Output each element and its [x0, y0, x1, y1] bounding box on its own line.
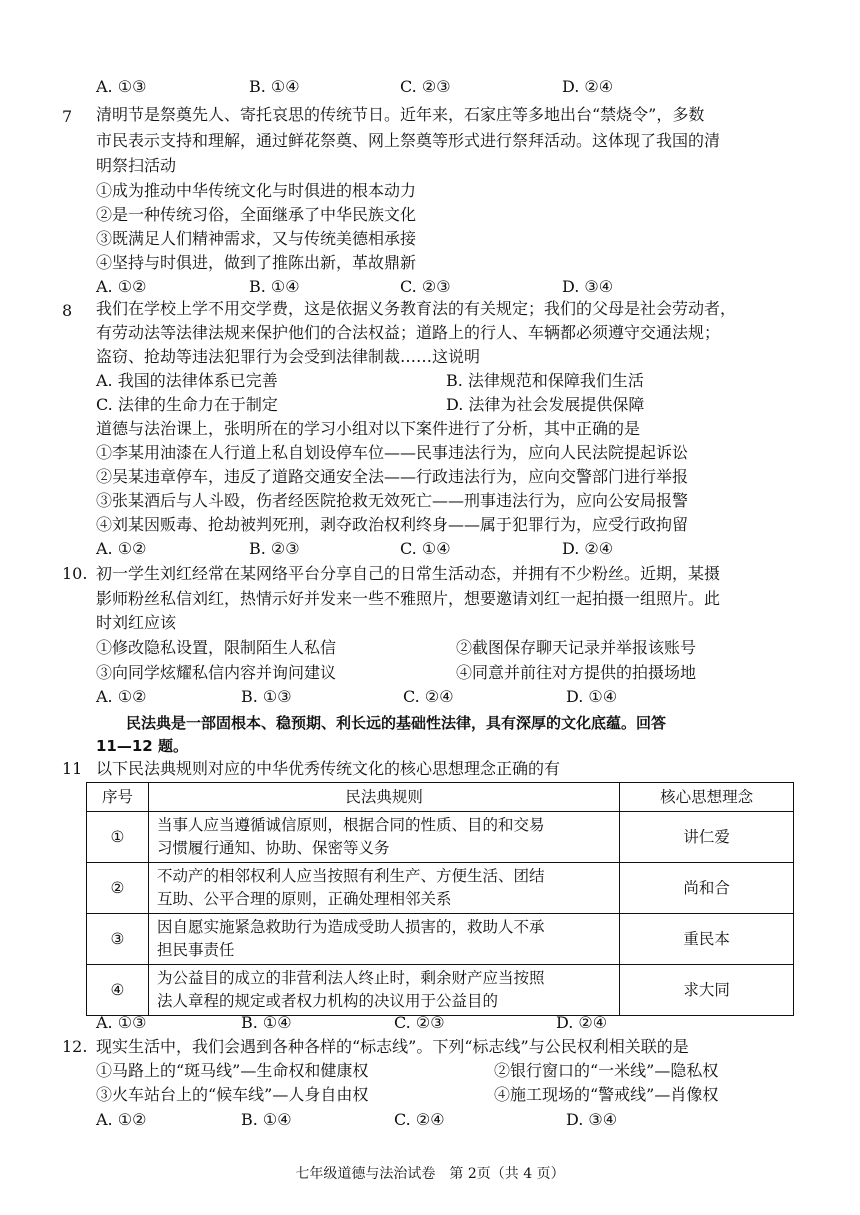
q12-option-d: D. ③④ — [566, 1110, 618, 1129]
rule-cell — [148, 863, 619, 914]
q12-statement: ③火车站台上的“候车线”—人身自由权 — [96, 1085, 369, 1104]
civil-code-table — [86, 782, 794, 1016]
q12-option-c: C. ②④ — [394, 1110, 445, 1129]
q6-option-d: D. ②④ — [562, 77, 614, 96]
q10-statement: ③向同学炫耀私信内容并询问建议 — [96, 663, 337, 682]
q8-stem-line: 有劳动法等法律法规来保护他们的合法权益；道路上的行人、车辆都必须遵守交通法规； — [96, 323, 721, 342]
q11-option-a: A. ①③ — [96, 1013, 147, 1032]
rule-line: 为公益目的成立的非营利法人终止时，剩余财产应当按照 — [156, 969, 545, 987]
q7-stem-line: 明祭扫活动 — [96, 156, 177, 175]
q10-option-b: B. ①③ — [241, 687, 292, 706]
q7-option-a: A. ①② — [96, 277, 147, 296]
page-footer: 七年级道德与法治试卷 第 2页（共 4 页） — [295, 1166, 565, 1182]
rule-line: 不动产的相邻权利人应当按照有利生产、方便生活、团结 — [156, 867, 545, 885]
q6-option-a: A. ①③ — [96, 77, 147, 96]
row-number: ① — [87, 812, 149, 863]
section-intro-line: 11—12 题。 — [96, 737, 188, 755]
q9-option-c: C. ①④ — [400, 539, 451, 558]
q11-option-c: C. ②③ — [394, 1013, 445, 1032]
q8-option-b: B. 法律规范和保障我们生活 — [446, 371, 644, 390]
idea-cell: 重民本 — [620, 914, 794, 965]
rule-line: 法人章程的规定或者权力机构的决议用于公益目的 — [156, 992, 498, 1010]
q12-statement: ②银行窗口的“一米线”—隐私权 — [494, 1061, 719, 1080]
table-row — [87, 914, 794, 965]
q10-statement: ①修改隐私设置，限制陌生人私信 — [96, 638, 337, 657]
q7-option-c: C. ②③ — [400, 277, 451, 296]
q10-option-d: D. ①④ — [566, 687, 618, 706]
q9-statement: ①李某用油漆在人行道上私自划设停车位——民事违法行为，应向人民法院提起诉讼 — [96, 443, 689, 462]
q10-option-c: C. ②④ — [403, 687, 454, 706]
q8-stem-line: 我们在学校上学不用交学费，这是依据义务教育法的有关规定；我们的父母是社会劳动者， — [96, 299, 737, 318]
rule-line: 互助、公平合理的原则，正确处理相邻关系 — [156, 890, 452, 908]
q6-option-c: C. ②③ — [400, 77, 451, 96]
q9-option-b: B. ②③ — [249, 539, 300, 558]
idea-cell: 讲仁爱 — [620, 812, 794, 863]
q8-option-a: A. 我国的法律体系已完善 — [96, 371, 278, 390]
q7-statement: ④坚持与时俱进，做到了推陈出新，革故鼎新 — [96, 253, 417, 272]
q9-statement: ④刘某因贩毒、抢劫被判死刑，剥夺政治权利终身——属于犯罪行为，应受行政拘留 — [96, 515, 689, 534]
q9-statement: ③张某酒后与人斗殴，伤者经医院抢救无效死亡——刑事违法行为，应向公安局报警 — [96, 491, 689, 510]
table-header: 序号 — [87, 783, 149, 812]
q7-stem-line: 市民表示支持和理解，通过鲜花祭奠、网上祭奠等形式进行祭拜活动。这体现了我国的清 — [96, 131, 721, 150]
q8-stem-line: 盗窃、抢劫等违法犯罪行为会受到法律制裁……这说明 — [96, 347, 481, 366]
rule-line: 担民事责任 — [156, 941, 235, 959]
q7-statement: ②是一种传统习俗，全面继承了中华民族文化 — [96, 205, 417, 224]
q12-statement: ④施工现场的“警戒线”—肖像权 — [494, 1085, 719, 1104]
idea-cell: 尚和合 — [620, 863, 794, 914]
q8-option-c: C. 法律的生命力在于制定 — [96, 395, 278, 414]
q9-option-a: A. ①② — [96, 539, 147, 558]
rule-cell — [148, 812, 619, 863]
q9-stem-line: 道德与法治课上，张明所在的学习小组对以下案件进行了分析，其中正确的是 — [96, 419, 641, 438]
q11-option-b: B. ①④ — [241, 1013, 292, 1032]
row-number: ④ — [87, 965, 149, 1016]
rule-line: 因自愿实施紧急救助行为造成受助人损害的，救助人不承 — [156, 918, 545, 936]
table-row — [87, 812, 794, 863]
rule-line: 习惯履行通知、协助、保密等义务 — [156, 839, 390, 857]
q10-stem-line: 影师粉丝私信刘红，热情示好并发来一些不雅照片，想要邀请刘红一起拍摄一组照片。此 — [96, 589, 721, 608]
q7-stem-line: 清明节是祭奠先人、寄托哀思的传统节日。近年来，石家庄等多地出台“禁烧令”，多数 — [96, 105, 705, 124]
table-row — [87, 863, 794, 914]
q10-stem-line: 时刘红应该 — [96, 613, 177, 632]
q12-option-b: B. ①④ — [241, 1110, 292, 1129]
rule-line: 当事人应当遵循诚信原则，根据合同的性质、目的和交易 — [156, 816, 545, 834]
q10-number: 10. — [62, 564, 88, 583]
section-intro-line: 民法典是一部固根本、稳预期、利长远的基础性法律，具有深厚的文化底蕴。回答 — [126, 714, 667, 732]
q7-statement: ③既满足人们精神需求，又与传统美德相承接 — [96, 229, 417, 248]
q9-option-d: D. ②④ — [562, 539, 614, 558]
q10-stem-line: 初一学生刘红经常在某网络平台分享自己的日常生活动态，并拥有不少粉丝。近期，某摄 — [96, 564, 721, 583]
q7-option-b: B. ①④ — [249, 277, 300, 296]
q10-statement: ④同意并前往对方提供的拍摄场地 — [456, 663, 697, 682]
q12-stem: 现实生活中，我们会遇到各种各样的“标志线”。下列“标志线”与公民权利相关联的是 — [96, 1037, 689, 1056]
q8-option-d: D. 法律为社会发展提供保障 — [446, 395, 645, 414]
row-number: ③ — [87, 914, 149, 965]
q11-option-d: D. ②④ — [556, 1013, 608, 1032]
table-row — [87, 965, 794, 1016]
q12-option-a: A. ①② — [96, 1110, 147, 1129]
q11-number: 11 — [62, 759, 83, 778]
q7-statement: ①成为推动中华传统文化与时俱进的根本动力 — [96, 181, 417, 200]
q9-statement: ②吴某违章停车，违反了道路交通安全法——行政违法行为，应向交警部门进行举报 — [96, 467, 689, 486]
q7-number: 7 — [62, 107, 73, 126]
q12-number: 12. — [62, 1037, 88, 1056]
q10-statement: ②截图保存聊天记录并举报该账号 — [456, 638, 697, 657]
rule-cell — [148, 965, 619, 1016]
table-header: 民法典规则 — [148, 783, 619, 812]
q6-option-b: B. ①④ — [249, 77, 300, 96]
q12-statement: ①马路上的“斑马线”—生命权和健康权 — [96, 1061, 369, 1080]
q11-stem: 以下民法典规则对应的中华优秀传统文化的核心思想理念正确的有 — [96, 759, 561, 778]
q7-option-d: D. ③④ — [562, 277, 614, 296]
table-header-row — [87, 783, 794, 812]
rule-cell — [148, 914, 619, 965]
idea-cell: 求大同 — [620, 965, 794, 1016]
q10-option-a: A. ①② — [96, 687, 147, 706]
row-number: ② — [87, 863, 149, 914]
q8-number: 8 — [62, 301, 73, 320]
table-header: 核心思想理念 — [620, 783, 794, 812]
